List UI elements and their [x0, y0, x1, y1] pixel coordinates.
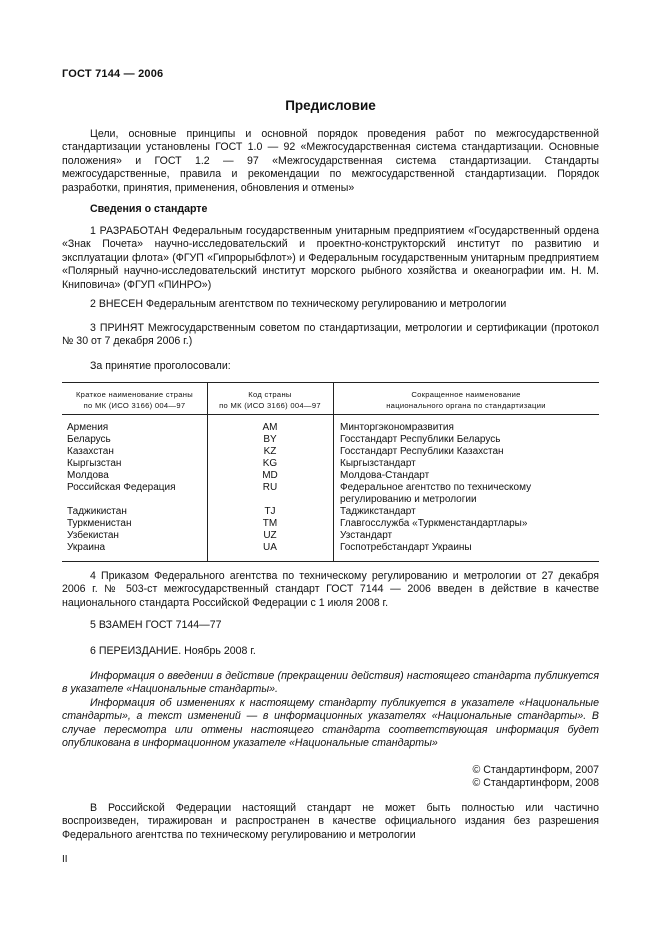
country-cell: Беларусь [67, 434, 111, 445]
info-paragraph-2: Информация об изменениях к настоящему стандарту публикуется в указателе «Национальные стандарты», а текст изменений — в информационных указателях «Национальные стандарты». В случае пересмотра или отмены настоящего стандарта соответствующая информация будет опубликована в информационном указателе «Национальные стандарты» [62, 697, 599, 750]
table-row [62, 482, 599, 506]
table-row [62, 458, 599, 470]
header-country-line2: по МК (ИСО 3166) 004—97 [83, 401, 186, 410]
item-submitted: 2 ВНЕСЕН Федеральным агентством по техническому регулированию и метрологии [90, 298, 507, 310]
document-id: ГОСТ 7144 — 2006 [62, 68, 164, 80]
country-cell: Армения [67, 422, 109, 433]
table-row [62, 446, 599, 458]
table-row [62, 470, 599, 482]
country-cell: Кыргызстан [67, 458, 122, 469]
code-cell: TM [262, 518, 278, 529]
code-cell: AM [262, 422, 278, 433]
header-code [207, 389, 333, 411]
code-cell: KZ [263, 446, 277, 457]
country-cell: Казахстан [67, 446, 114, 457]
code-cell: KG [262, 458, 278, 469]
item-reissue: 6 ПЕРЕИЗДАНИЕ. Ноябрь 2008 г. [90, 645, 256, 657]
item-enacted: 4 Приказом Федерального агентства по техническому регулированию и метрологии от 27 декабря 2006 г. № 503-ст межгосударственный стандарт ГОСТ 7144 — 2006 введен в действие в качестве национального стандарта Российской Федерации с 1 июля 2008 г. [62, 570, 599, 609]
table-row [62, 506, 599, 518]
reproduction-notice: В Российской Федерации настоящий стандарт не может быть полностью или частично воспроизведен, тиражирован и распространен в качестве официального издания без разрешения Федерального агентства по техническому регулированию и метрологии [62, 802, 599, 841]
code-cell: UZ [263, 530, 277, 541]
table-row [62, 518, 599, 530]
header-org [333, 389, 599, 411]
page-number: II [62, 854, 68, 865]
country-cell: Молдова [67, 470, 109, 481]
table-row [62, 530, 599, 542]
country-cell: Узбекистан [67, 530, 119, 541]
org-cell: Молдова-Стандарт [340, 470, 430, 481]
table-header-divider [62, 414, 599, 415]
country-cell: Туркменистан [67, 518, 132, 529]
code-cell: TJ [264, 506, 276, 517]
org-cell: Узстандарт [340, 530, 393, 541]
org-cell: Госстандарт Республики Казахстан [340, 446, 504, 457]
country-cell: Российская Федерация [67, 482, 176, 493]
code-cell: MD [262, 470, 278, 481]
table-body [62, 422, 599, 554]
item-developed: 1 РАЗРАБОТАН Федеральным государственным унитарным предприятием «Государственный ордена «Знак Почета» научно-исследовательский и проектно-конструкторский институт по развитию и эксплуатации флота» (ФГУП «Гипрорыбфлот») и Федеральным государственным унитарным предприятием «Полярный научно-исследовательский институт морского рыбного хозяйства и океанографии им. Н. М. Книповича» (ФГУП «ПИНРО») [62, 225, 599, 291]
table-border-top [62, 382, 599, 383]
info-paragraph-1: Информация о введении в действие (прекращении действия) настоящего стандарта публикуется в указателе «Национальные стандарты». [62, 670, 599, 696]
org-cell: Таджикстандарт [340, 506, 416, 517]
header-org-line2: национального органа по стандартизации [386, 401, 546, 410]
voting-table [62, 382, 599, 562]
code-cell: RU [262, 482, 278, 493]
intro-paragraph: Цели, основные принципы и основной порядок проведения работ по межгосударственной стандартизации установлены ГОСТ 1.0 — 92 «Межгосударственная система стандартизации. Основные положения» и ГОСТ 1.2 — 97 «Межгосударственная система стандартизации. Стандарты межгосударственные, правила и рекомендации по межгосударственной стандартизации. Порядок разработки, принятия, применения, обновления и отмены» [62, 128, 599, 194]
copyright-line-1: © Стандартинформ, 2007 [472, 764, 599, 776]
code-cell: UA [263, 542, 277, 553]
header-org-line1: Сокращенное наименование [411, 390, 521, 399]
page-title: Предисловие [285, 98, 376, 113]
table-row [62, 422, 599, 434]
copyright-line-2: © Стандартинформ, 2008 [472, 777, 599, 790]
org-cell: Федеральное агентство по техническому регулированию и метрологии [340, 482, 532, 505]
vote-intro: За принятие проголосовали: [90, 360, 231, 372]
country-cell: Таджикистан [67, 506, 127, 517]
org-cell: Госстандарт Республики Беларусь [340, 434, 501, 445]
country-cell: Украина [67, 542, 106, 553]
header-code-line1: Код страны [248, 390, 292, 399]
org-cell: Главгосслужба «Туркменстандартлары» [340, 518, 528, 529]
item-adopted: 3 ПРИНЯТ Межгосударственным советом по стандартизации, метрологии и сертификации (протокол № 30 от 7 декабря 2006 г.) [62, 322, 599, 348]
org-cell: Минторгэкономразвития [340, 422, 454, 433]
code-cell: BY [263, 434, 277, 445]
table-row [62, 542, 599, 554]
header-code-line2: по МК (ИСО 3166) 004—97 [219, 401, 321, 410]
item-replaces: 5 ВЗАМЕН ГОСТ 7144—77 [90, 619, 222, 631]
header-country [62, 389, 207, 411]
section-heading: Сведения о стандарте [90, 203, 208, 215]
org-cell: Госпотребстандарт Украины [340, 542, 472, 553]
org-cell: Кыргызстандарт [340, 458, 416, 469]
header-country-line1: Краткое наименование страны [75, 390, 194, 399]
copyright-block [340, 764, 599, 791]
table-border-bottom [62, 561, 599, 562]
table-row [62, 434, 599, 446]
